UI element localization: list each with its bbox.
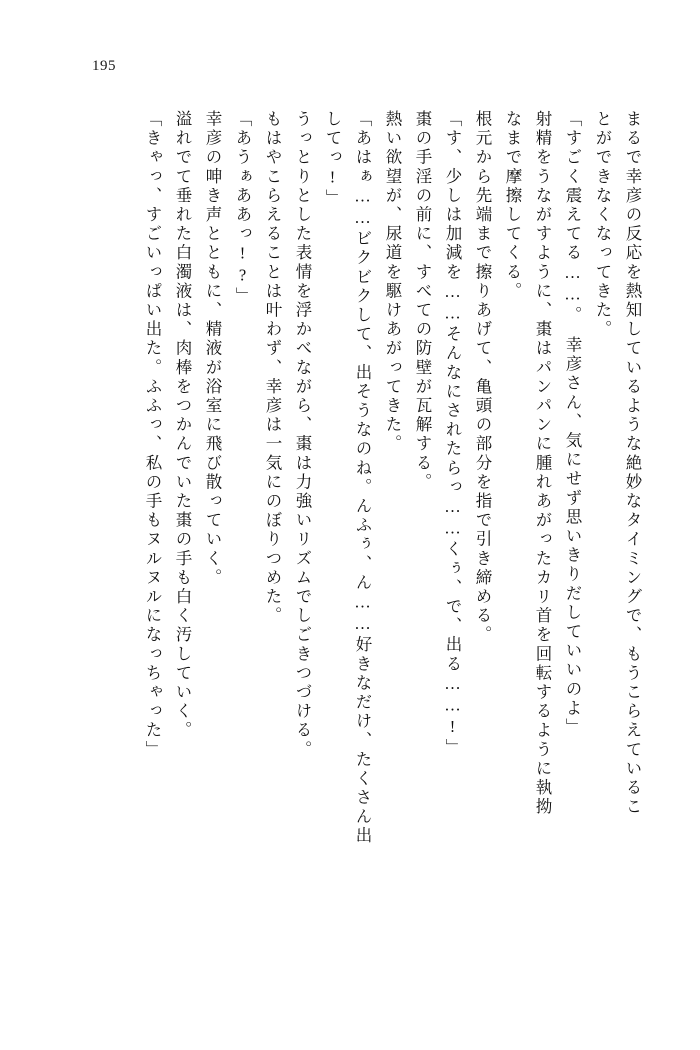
text-line: 熱い欲望が、尿道を駆けあがってきた。 bbox=[383, 110, 402, 454]
text-line: 「きゃっ、すごいっぱい出た。ふふっ、私の手もヌルヌルになっちゃった」 bbox=[143, 110, 162, 760]
text-line: してっ!」 bbox=[323, 110, 342, 208]
text-line: 棗の手淫の前に、すべての防壁が瓦解する。 bbox=[413, 110, 432, 492]
text-line: 「あうぁああっ!?」 bbox=[233, 110, 252, 306]
text-line: 溢れでて垂れた白濁液は、肉棒をつかんでいた棗の手も白く汚していく。 bbox=[173, 110, 192, 741]
text-line: 「す、少しは加減を……そんなにされたらっ……くぅ、で、出る……!」 bbox=[443, 110, 462, 758]
text-line: もはやこらえることは叶わず、幸彦は一気にのぼりつめた。 bbox=[263, 110, 282, 626]
text-line: 「すごく震えてる……。 幸彦さん、気にせず思いきりだしていいのよ」 bbox=[563, 110, 582, 738]
text-line: 根元から先端まで擦りあげて、亀頭の部分を指で引き締める。 bbox=[473, 110, 492, 645]
page-number: 195 bbox=[92, 58, 116, 74]
text-line: うっとりとした表情を浮かべながら、棗は力強いリズムでしごきつづける。 bbox=[293, 110, 312, 760]
text-line: とができなくなってきた。 bbox=[593, 110, 612, 340]
text-line: 「あはぁ……ビクビクして、出そうなのね。んふぅ、ん……好きなだけ、たくさん出 bbox=[353, 110, 372, 846]
text-line: 射精をうながすように、棗はパンパンに腫れあがったカリ首を回転するように執拗 bbox=[533, 110, 552, 817]
text-line: まるで幸彦の反応を熱知しているような絶妙なタイミングで、もうこらえているこ bbox=[623, 110, 642, 817]
text-line: なまで摩擦してくる。 bbox=[503, 110, 522, 301]
vertical-text-body bbox=[60, 110, 640, 920]
text-line: 幸彦の呻き声とともに、精液が浴室に飛び散っていく。 bbox=[203, 110, 222, 588]
